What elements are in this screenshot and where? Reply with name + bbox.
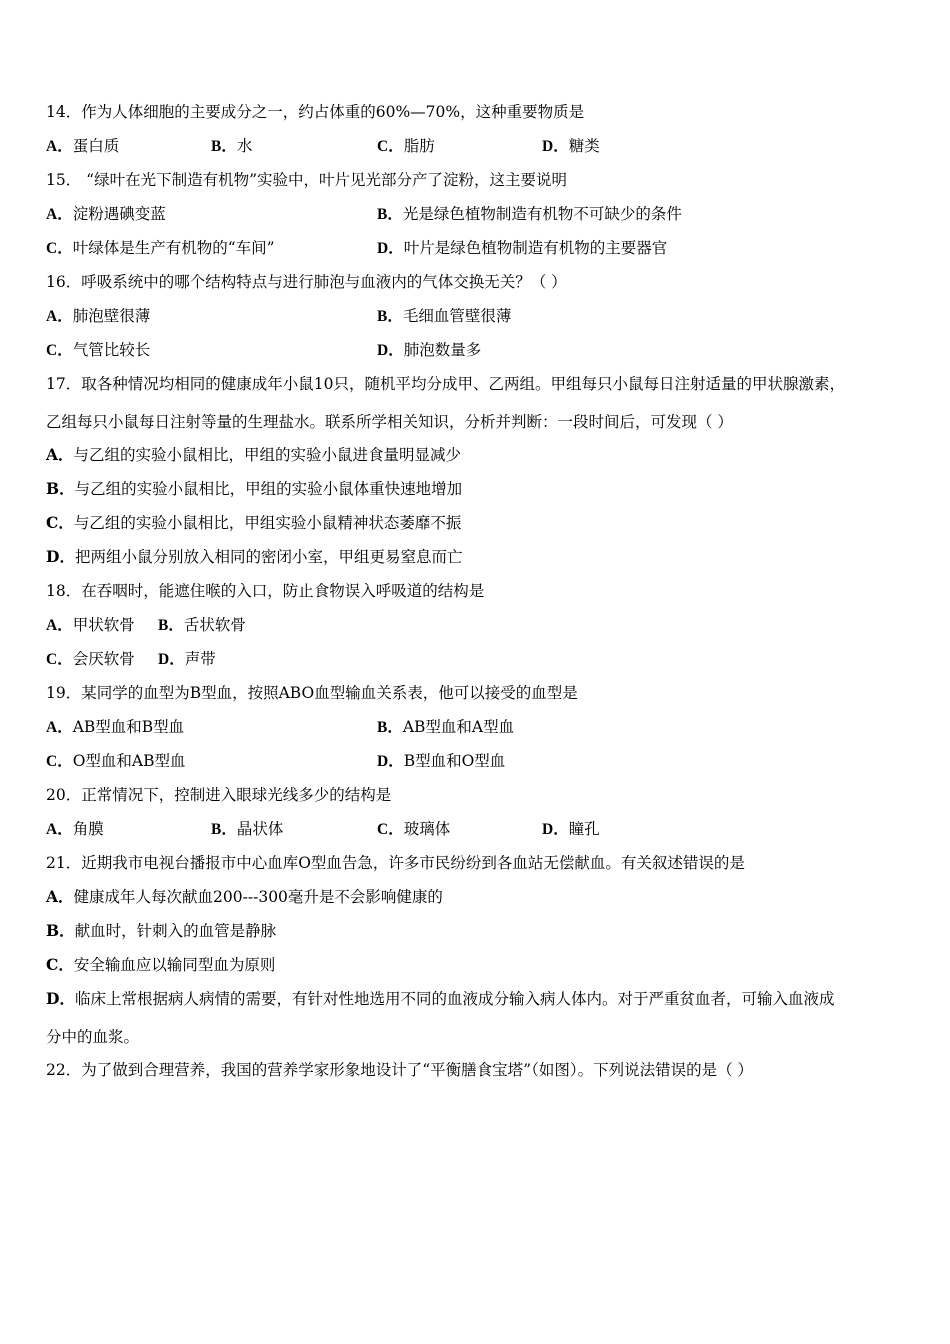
option-a: A．角膜 (46, 820, 104, 838)
option-b: B．光是绿色植物制造有机物不可缺少的条件 (377, 205, 682, 223)
option-b: B．舌状软骨 (158, 616, 246, 634)
question-17-option-b: B．与乙组的实验小鼠相比，甲组的实验小鼠体重快速地增加 (46, 479, 463, 498)
option-c: C．脂肪 (377, 137, 435, 155)
question-21-option-d: D．临床上常根据病人病情的需要，有针对性地选用不同的血液成分输入病人体内。对于严重贫血者，可输入血液成 (46, 989, 835, 1008)
question-15-stem: 15． “绿叶在光下制造有机物”实验中，叶片见光部分产了淀粉，这主要说明 (46, 171, 568, 189)
option-b: B．毛细血管壁很薄 (377, 307, 512, 325)
question-17-option-c: C．与乙组的实验小鼠相比，甲组实验小鼠精神状态萎靡不振 (46, 513, 462, 532)
question-21-option-a: A．健康成年人每次献血200---300毫升是不会影响健康的 (46, 887, 443, 906)
option-a: A．肺泡壁很薄 (46, 307, 151, 325)
option-d: D．瞳孔 (542, 820, 600, 838)
option-a: A．淀粉遇碘变蓝 (46, 205, 166, 223)
option-d: D．叶片是绿色植物制造有机物的主要器官 (377, 239, 668, 257)
option-c: C．叶绿体是生产有机物的“车间” (46, 239, 275, 257)
question-20-stem: 20．正常情况下，控制进入眼球光线多少的结构是 (46, 786, 392, 804)
option-c: C．会厌软骨 (46, 650, 135, 668)
option-a: A．蛋白质 (46, 137, 120, 155)
option-b: B．水 (211, 137, 253, 155)
question-17-stem-line2: 乙组每只小鼠每日注射等量的生理盐水。联系所学相关知识，分析并判断：一段时间后，可发现（ ） (46, 413, 733, 431)
question-22-stem: 22．为了做到合理营养，我国的营养学家形象地设计了“平衡膳食宝塔”（如图）。下列说法错误的是（ ） (46, 1061, 754, 1079)
question-21-stem: 21．近期我市电视台播报市中心血库O型血告急，许多市民纷纷到各血站无偿献血。有关叙述错误的是 (46, 854, 745, 872)
question-19-stem: 19．某同学的血型为B型血，按照ABO血型输血关系表，他可以接受的血型是 (46, 684, 578, 702)
option-d: D．肺泡数量多 (377, 341, 482, 359)
option-a: A．AB型血和B型血 (46, 718, 185, 736)
question-21-option-c: C．安全输血应以输同型血为原则 (46, 955, 276, 974)
question-21-option-d-continued: 分中的血浆。 (46, 1028, 140, 1046)
option-c: C．O型血和AB型血 (46, 752, 186, 770)
option-d: D．声带 (158, 650, 216, 668)
option-b: B．晶状体 (211, 820, 284, 838)
question-14-stem: 14．作为人体细胞的主要成分之一，约占体重的60%—70%，这种重要物质是 (46, 103, 585, 121)
option-d: D．B型血和O型血 (377, 752, 506, 770)
option-a: A．甲状软骨 (46, 616, 135, 634)
option-d: D．糖类 (542, 137, 600, 155)
question-18-stem: 18．在吞咽时，能遮住喉的入口，防止食物误入呼吸道的结构是 (46, 582, 485, 600)
option-c: C．气管比较长 (46, 341, 151, 359)
option-b: B．AB型血和A型血 (377, 718, 515, 736)
question-17-stem-line1: 17．取各种情况均相同的健康成年小鼠10只，随机平均分成甲、乙两组。甲组每只小鼠每日注射适量的甲状腺激素， (46, 375, 845, 393)
question-17-option-a: A．与乙组的实验小鼠相比，甲组的实验小鼠进食量明显减少 (46, 445, 462, 464)
question-16-stem: 16．呼吸系统中的哪个结构特点与进行肺泡与血液内的气体交换无关？（ ） (46, 273, 567, 291)
question-21-option-b: B．献血时，针刺入的血管是静脉 (46, 921, 277, 940)
option-c: C．玻璃体 (377, 820, 451, 838)
question-17-option-d: D．把两组小鼠分别放入相同的密闭小室，甲组更易窒息而亡 (46, 547, 463, 566)
